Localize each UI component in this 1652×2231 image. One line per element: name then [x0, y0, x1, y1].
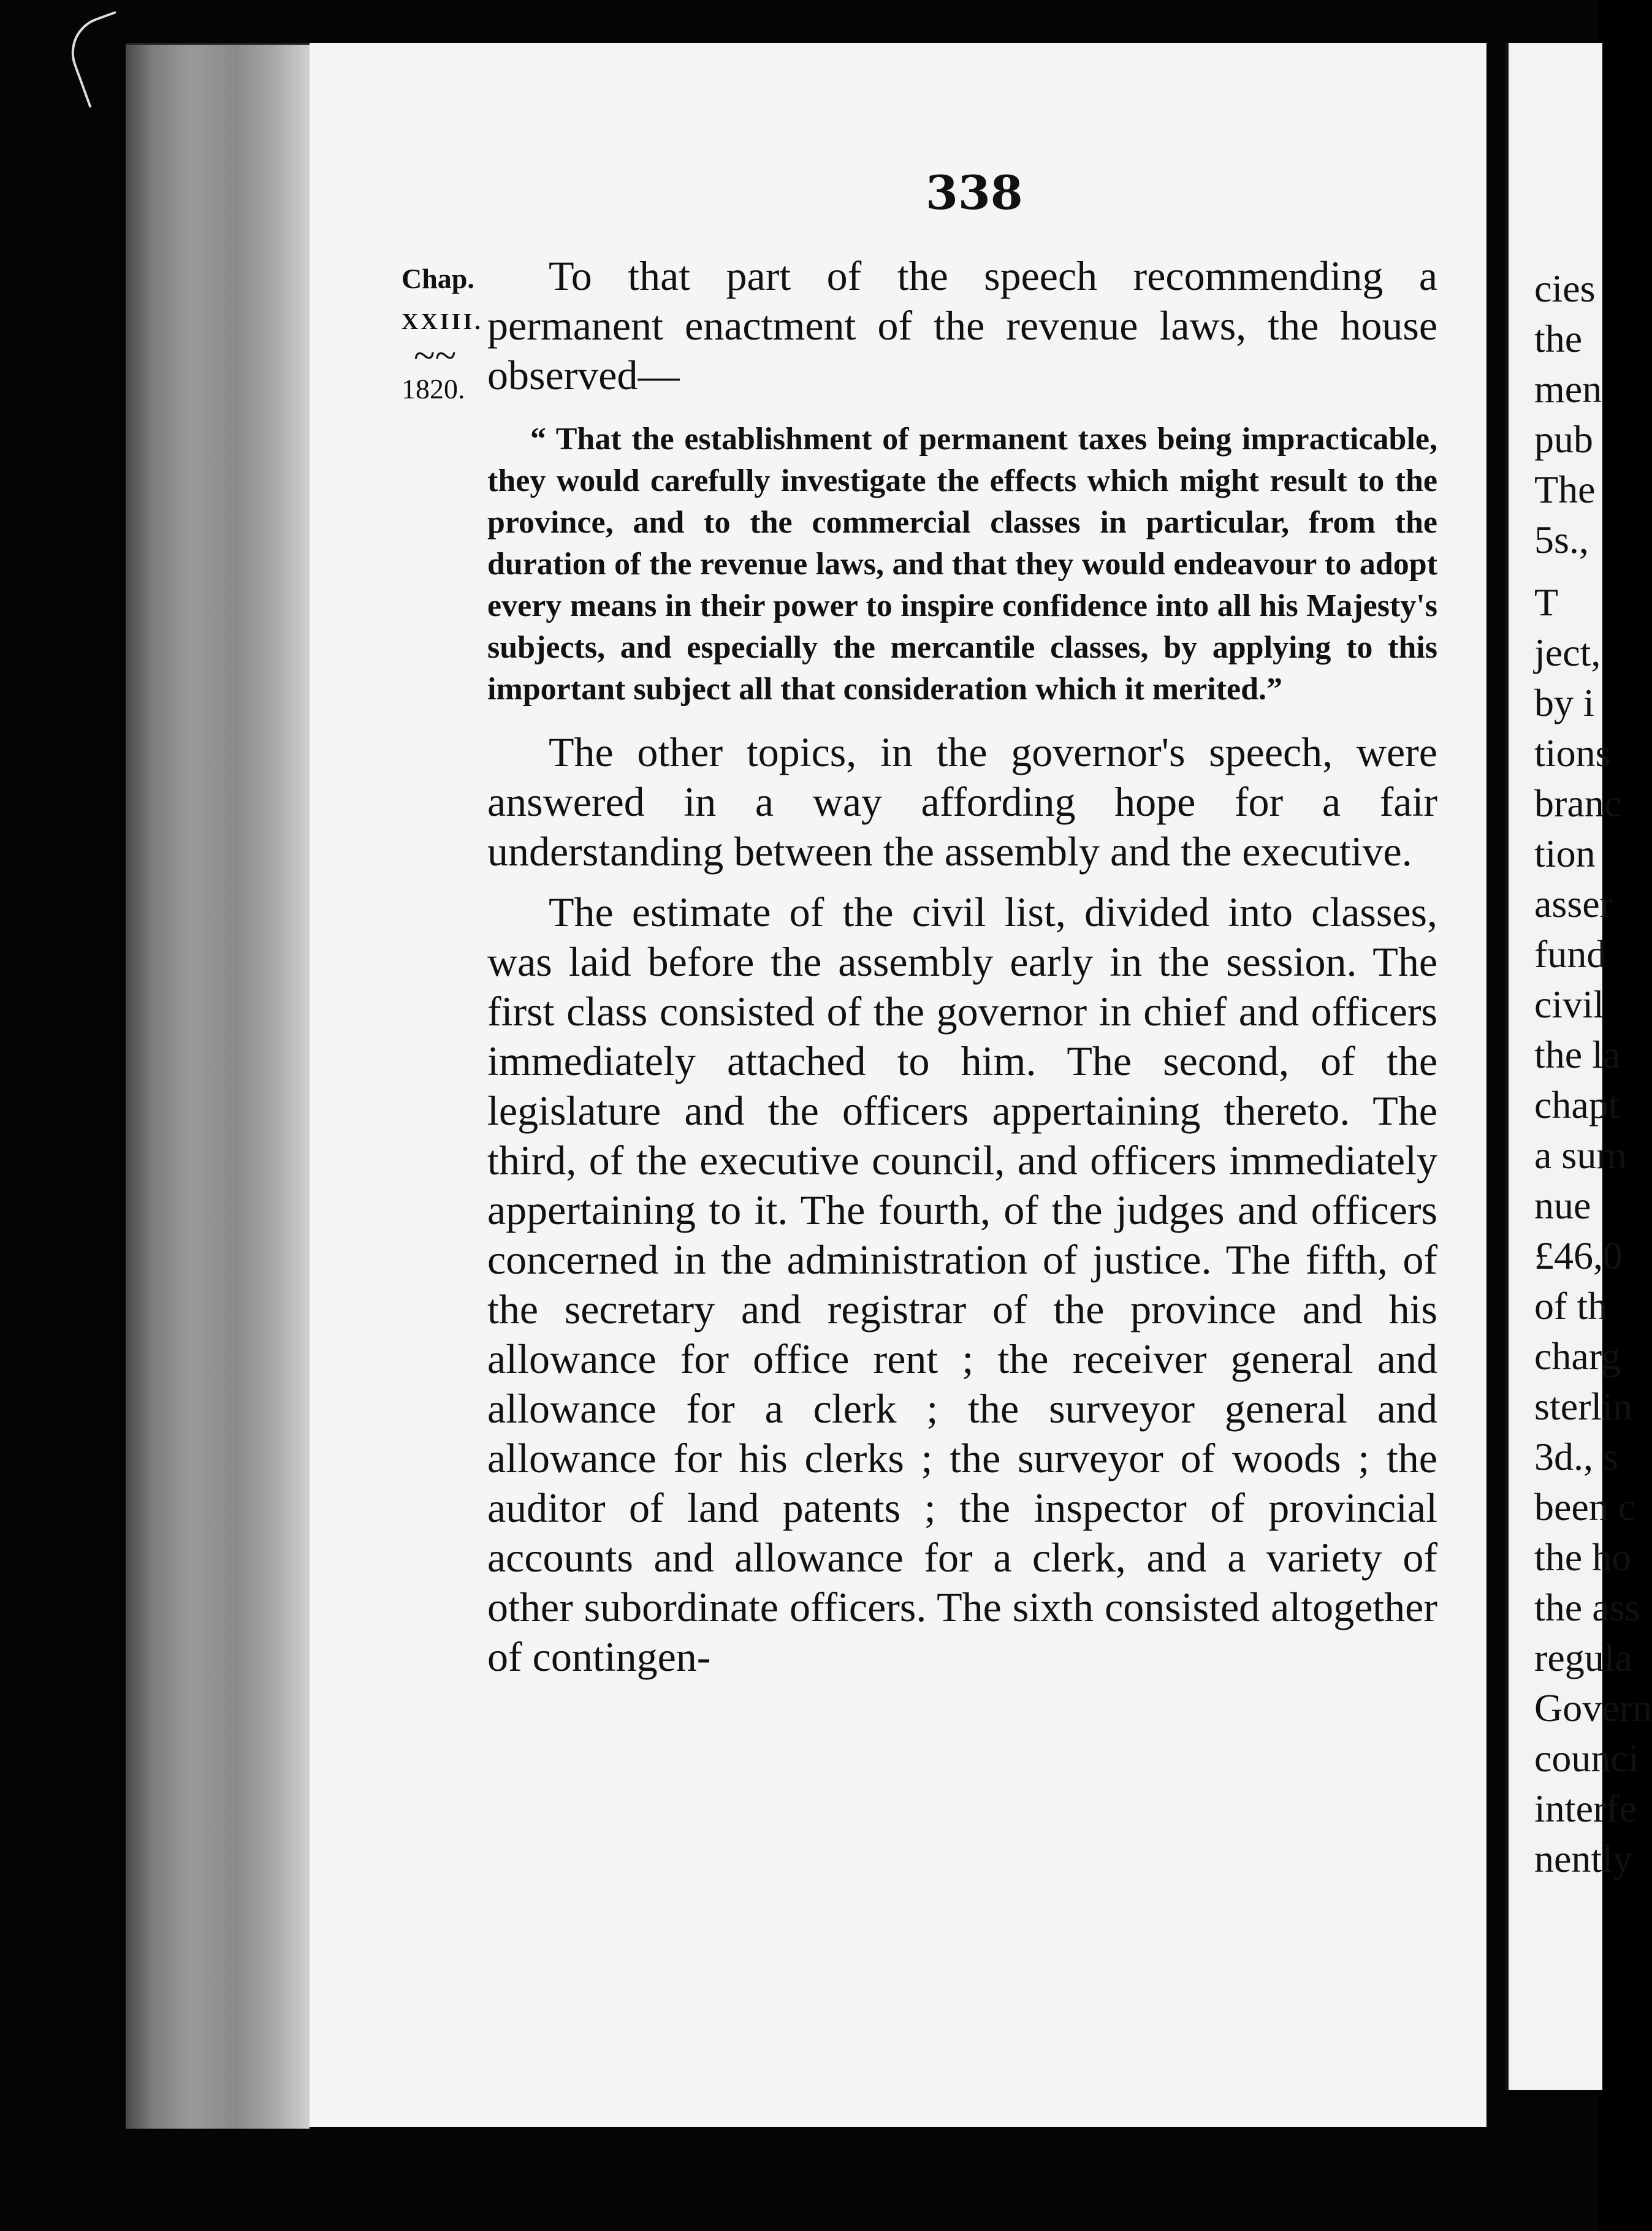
margin-ornament: ~~ [414, 333, 457, 377]
facing-page-line: nue [1534, 1184, 1591, 1227]
facing-page-line: chapt [1534, 1083, 1620, 1127]
facing-page-line: men [1534, 367, 1602, 411]
facing-page-gap [1509, 565, 1652, 577]
facing-page-line: pub [1534, 417, 1593, 461]
paragraph-civil-list: The estimate of the civil list, divided into classes, was laid before the assembly early in the session. The first class consisted of the governor in chief and officers immediately attached to him. The second, of the legislature and the officers appertaining thereto. The third, of the executive council, and officers immediately appertaining to it. The fourth, of the judges and officers concerned in the administration of justice. The fifth, of the secretary and registrar of the province and his allowance for office rent ; the receiver general and allowance for a clerk ; the surveyor general and allowance for his clerks ; the surveyor of woods ; the auditor of land patents ; the inspector of provincial accounts and allowance for a clerk, and a variety of other subordinate officers. The sixth consisted altogether of contingen- [487, 889, 1437, 1680]
block-quote: “ That the establishment of permanent taxes being impracticable, they would carefully investigate the effects which might result to the province, and to the commercial classes in particular, from the duration of the revenue laws, and that they would endeavour to adopt every means in their power to inspire confidence into all his Majesty's subjects, and especially the mercantile classes, by applying to this important subject all that consideration which it merited.” [487, 422, 1437, 707]
facing-page-line: T [1534, 580, 1559, 624]
facing-page-line: regula [1534, 1636, 1632, 1679]
facing-page-line: nently [1534, 1837, 1632, 1880]
facing-page-line: the [1534, 317, 1583, 360]
facing-page-line: interfe [1534, 1787, 1637, 1830]
facing-page-line: charg [1534, 1334, 1621, 1378]
facing-page-line: a sum [1534, 1133, 1627, 1177]
facing-page-line: £46,0 [1534, 1234, 1623, 1277]
facing-page-line: ject, [1534, 631, 1601, 674]
facing-page-line: counci [1534, 1736, 1639, 1780]
facing-page-line: 3d., s [1534, 1435, 1618, 1478]
margin-note [402, 257, 487, 411]
facing-page-line: branc [1534, 781, 1622, 825]
margin-chapter: Chap. [402, 263, 474, 294]
facing-page-line: tions [1534, 731, 1611, 775]
page-edge-stack [126, 43, 310, 2129]
facing-page-line: Govern [1534, 1686, 1652, 1730]
facing-page-line: been c [1534, 1485, 1636, 1529]
facing-page-line: the la [1534, 1033, 1621, 1076]
paragraph-revenue-laws: To that part of the speech recommending a permanent enactment of the revenue laws, the house observed— [487, 253, 1437, 398]
facing-page-lines [1509, 264, 1652, 1884]
facing-page-line: sterlin [1534, 1385, 1632, 1428]
facing-page-line: by i [1534, 681, 1594, 724]
facing-page-line: the ho [1534, 1535, 1632, 1579]
facing-page-line: asser [1534, 882, 1613, 925]
facing-page-line: cies [1534, 267, 1596, 310]
margin-year: 1820. [402, 373, 465, 405]
paragraph-other-topics: The other topics, in the governor's speech, were answered in a way affording hope for a fair understanding between the assembly and the executive. [487, 729, 1437, 875]
facing-page-line: of th [1534, 1284, 1608, 1328]
margin-chapter-number: XXIII. [402, 309, 483, 335]
facing-page-line: the ass [1534, 1586, 1640, 1629]
page-body [487, 251, 1437, 1682]
facing-page-line: civil [1534, 982, 1604, 1026]
facing-page-line: tion [1534, 832, 1596, 875]
page-number: 338 [926, 165, 1023, 220]
facing-page-line: fund [1534, 932, 1607, 976]
facing-page-line: The [1534, 468, 1596, 511]
facing-page-line: 5s., [1534, 518, 1589, 561]
facing-page-fragment [1505, 43, 1652, 2090]
